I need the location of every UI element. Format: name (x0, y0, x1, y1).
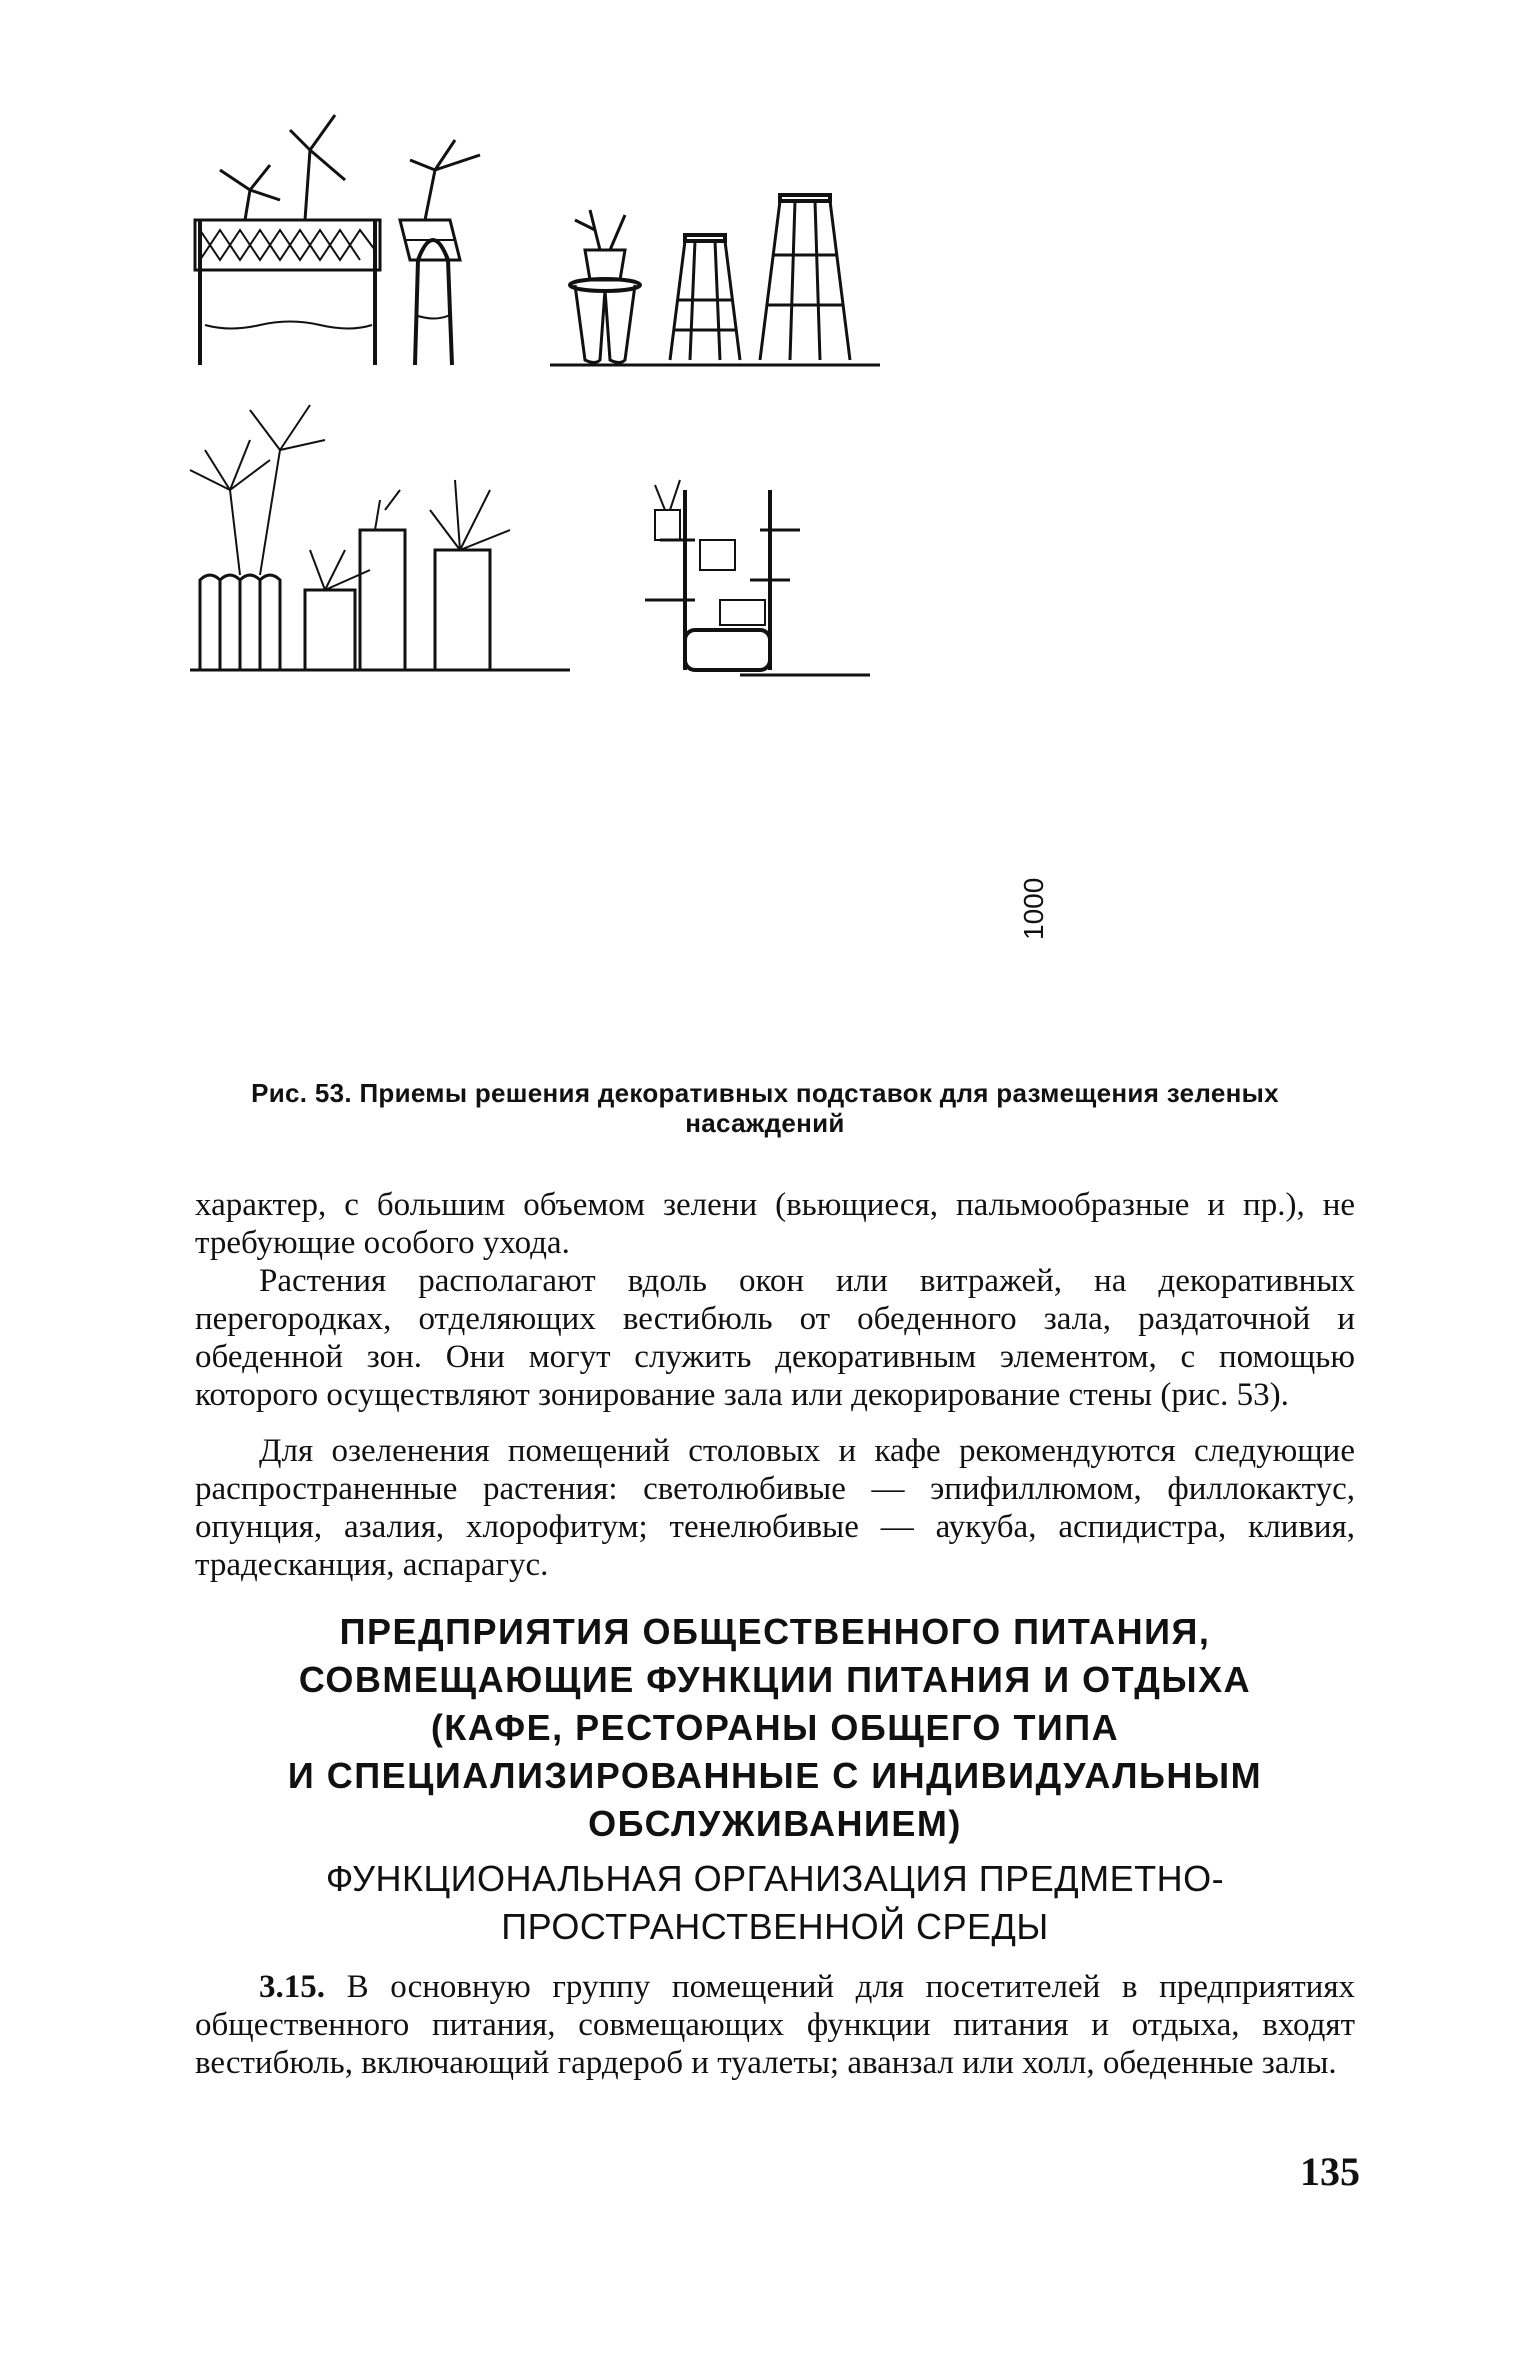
plant-stands-illustration (150, 110, 1380, 1030)
figure-caption (170, 1078, 1360, 1138)
paragraph-1-text: характер, с большим объемом зелени (вьющиеся, пальмообразные и пр.), не требующие особого ухода. (195, 1187, 1355, 1261)
page-number: 135 (1300, 2149, 1360, 2194)
paragraph-3-15-text (195, 1968, 1355, 2082)
long-planter-stand (195, 115, 380, 365)
paragraph-3 (195, 1432, 1355, 1584)
paragraph-number: 3.15. (259, 1969, 325, 2005)
dimension-label: 1000 (1018, 877, 1049, 940)
section-heading-line-2: СОВМЕЩАЮЩИЕ ФУНКЦИИ ПИТАНИЯ И ОТДЫХА (298, 1659, 1252, 1700)
ladder-plant-stand (645, 480, 870, 675)
caption-text: Приемы решения декоративных подставок для размещения зеленых насаждений (359, 1078, 1279, 1138)
subsection-heading-line-2: ПРОСТРАНСТВЕННОЙ СРЕДЫ (501, 1906, 1049, 1947)
section-heading-line-5: ОБСЛУЖИВАНИЕМ) (588, 1803, 962, 1844)
paragraph-2-text: Растения располагают вдоль окон или витражей, на декоративных перегородках, отделяющих вестибюль от обеденного зала, раздаточной и обеденной зон. Они могут служить декоративным элементом, с помощью которого осуществляют зонирование зала или декорирование стены (рис. 53). (195, 1263, 1355, 1413)
section-heading-line-4: И СПЕЦИАЛИЗИРОВАННЫЕ С ИНДИВИДУАЛЬНЫМ (287, 1755, 1263, 1796)
paragraph-3-text: Для озеленения помещений столовых и кафе рекомендуются следующие распространенные растения: светолюбивые — эпифиллюмом, филлокактус, опунция, азалия, хлорофитум; тенелюбивые — аукуба, аспидистра, кливия, традесканция, аспарагус. (195, 1433, 1355, 1583)
section-heading (190, 1608, 1360, 1848)
section-heading-line-3: (КАФЕ, РЕСТОРАНЫ ОБЩЕГО ТИПА (430, 1707, 1120, 1748)
tall-planter-stand (400, 140, 480, 365)
subsection-heading (210, 1855, 1340, 1951)
section-heading-line-1: ПРЕДПРИЯТИЯ ОБЩЕСТВЕННОГО ПИТАНИЯ, (339, 1611, 1211, 1652)
tripod-stools (550, 195, 880, 365)
paragraph-3-15 (195, 1968, 1355, 2082)
subsection-heading-line-1: ФУНКЦИОНАЛЬНАЯ ОРГАНИЗАЦИЯ ПРЕДМЕТНО- (325, 1858, 1225, 1899)
paragraph-1 (195, 1186, 1355, 1262)
paragraph-3-15-body: В основную группу помещений для посетителей в предприятиях общественного питания, совмещающих функции питания и отдыха, входят вестибюль, включающий гардероб и туалеты; аванзал или холл, обеденные залы. (195, 1969, 1356, 2081)
palm-pillars (190, 405, 570, 670)
figure-53 (150, 110, 1380, 1030)
caption-number: Рис. 53. (251, 1078, 352, 1108)
paragraph-2 (195, 1262, 1355, 1414)
